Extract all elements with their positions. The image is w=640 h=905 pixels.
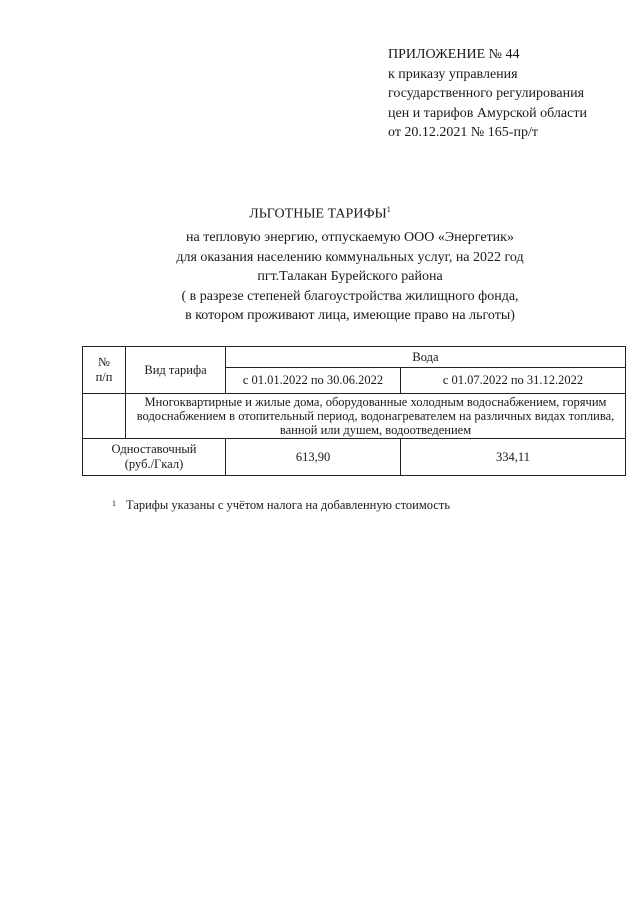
appendix-line: цен и тарифов Амурской области xyxy=(388,105,587,121)
tariff-kind-line2: (руб./Гкал) xyxy=(124,457,184,471)
title-footnote-ref: 1 xyxy=(386,205,391,214)
footnote xyxy=(112,498,450,513)
tariff-value-period-2: 334,11 xyxy=(401,439,626,476)
tariff-value-period-1: 613,90 xyxy=(226,439,401,476)
table-header-row xyxy=(83,347,626,368)
tariff-kind-line1: Одноставочный xyxy=(111,442,197,456)
tariff-table xyxy=(82,346,626,476)
header-number-line2: п/п xyxy=(95,370,113,384)
document-subtitle xyxy=(80,228,620,326)
header-number-line1: № xyxy=(98,355,110,369)
subtitle-line: в котором проживают лица, имеющие право на льготы) xyxy=(185,308,515,323)
document-title xyxy=(0,201,640,224)
housing-description: Многоквартирные и жилые дома, оборудованные холодным водоснабжением, горячим водоснабжением в отопительный период, водонагревателем на различных видах топлива, ванной или душем, водоотведением xyxy=(126,394,626,439)
header-period-2: с 01.07.2022 по 31.12.2022 xyxy=(401,368,626,394)
appendix-line: государственного регулирования xyxy=(388,86,585,101)
table-row xyxy=(83,439,626,476)
title-text: ЛЬГОТНЫЕ ТАРИФЫ xyxy=(249,206,387,222)
description-empty-cell xyxy=(83,394,126,439)
tariff-kind-cell xyxy=(83,439,226,476)
appendix-header xyxy=(388,45,587,143)
subtitle-line: пгт.Талакан Бурейского района xyxy=(257,269,443,284)
header-water-cell: Вода xyxy=(226,347,626,368)
table-description-row xyxy=(83,394,626,439)
subtitle-line: для оказания населению коммунальных услуг, на 2022 год xyxy=(176,249,524,265)
header-number-cell xyxy=(83,347,126,394)
appendix-line: к приказу управления xyxy=(388,66,518,82)
subtitle-line: на тепловую энергию, отпускаемую ООО «Энергетик» xyxy=(186,230,514,245)
footnote-text: Тарифы указаны с учётом налога на добавленную стоимость xyxy=(126,498,451,512)
footnote-mark: 1 xyxy=(112,499,116,508)
header-kind-cell: Вид тарифа xyxy=(126,347,226,394)
subtitle-line: ( в разрезе степеней благоустройства жилищного фонда, xyxy=(181,288,519,304)
appendix-line: ПРИЛОЖЕНИЕ № 44 xyxy=(388,47,520,62)
appendix-line: от 20.12.2021 № 165-пр/т xyxy=(388,125,538,140)
header-period-1: с 01.01.2022 по 30.06.2022 xyxy=(226,368,401,394)
